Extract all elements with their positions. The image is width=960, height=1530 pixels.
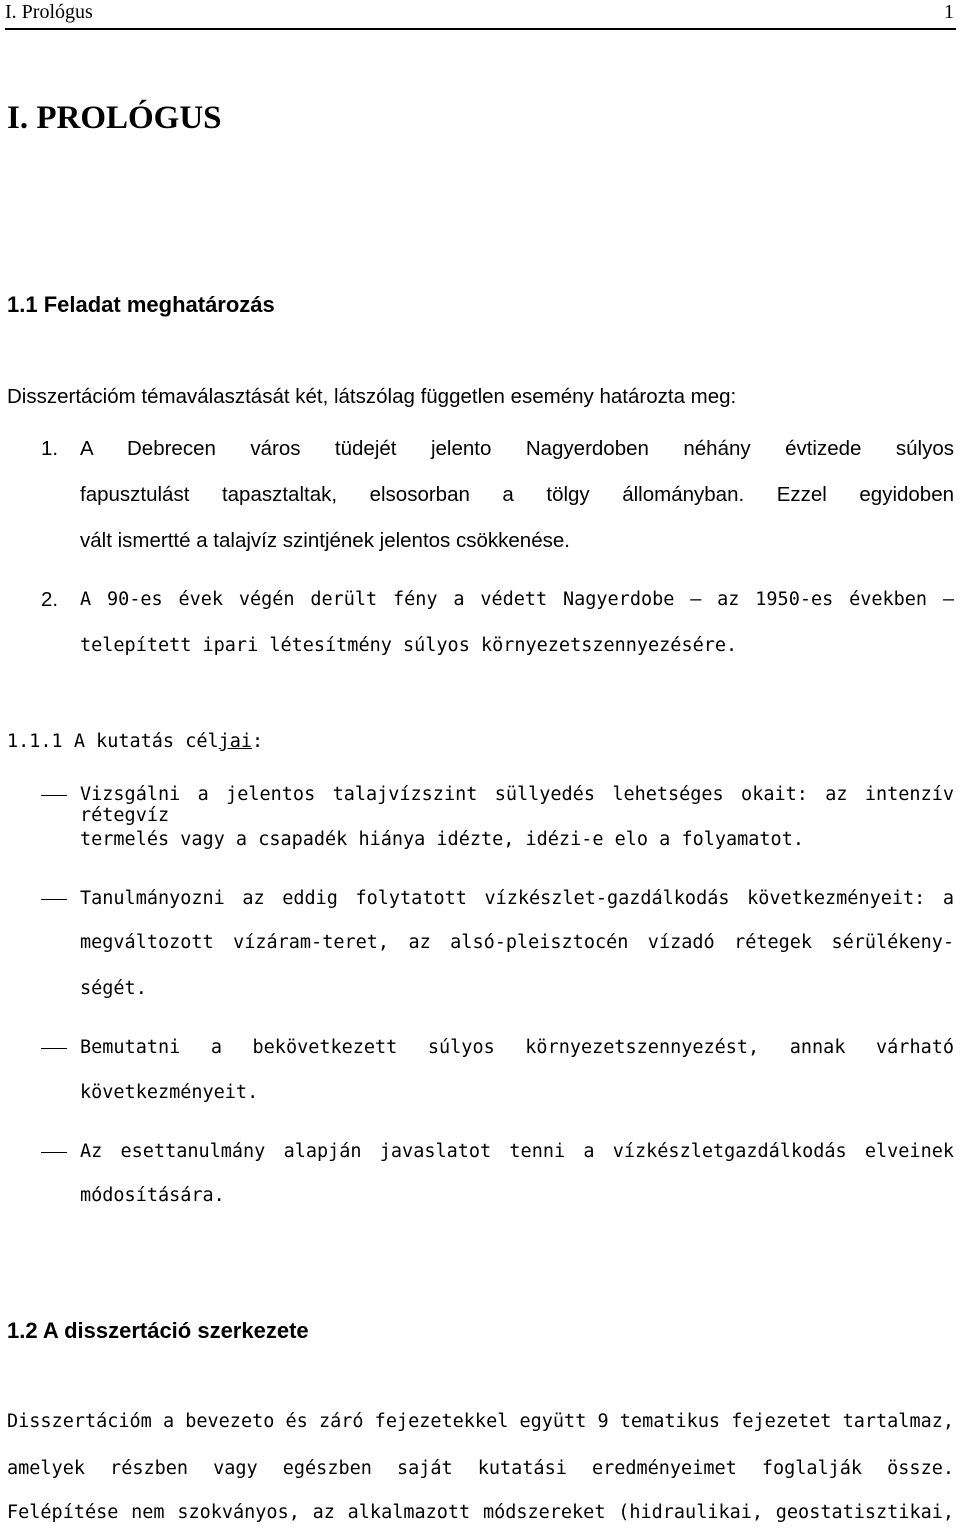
list-item-1-line-3: vált ismertté a talajvíz szintjének jelentos csökkenése. <box>80 529 570 552</box>
list-item-1-line-2: fapusztulást tapasztaltak, elsosorban a tölgy állományban. Ezzel egyidoben <box>80 483 954 506</box>
list-item-1-line-1: A Debrecen város tüdejét jelento Nagyerdoben néhány évtizede súlyos <box>80 437 954 460</box>
goal-3-line-1: Bemutatni a bekövetkezett súlyos környezetszennyezést, annak várható <box>80 1037 954 1058</box>
goal-1-line-2: termelés vagy a csapadék hiánya idézte, idézi-e elo a folyamatot. <box>80 829 804 850</box>
goal-4-line-1: Az esettanulmány alapján javaslatot tenni a vízkészletgazdálkodás elveinek <box>80 1141 954 1162</box>
structure-paragraph-line-3: Felépítése nem szokványos, az alkalmazott módszereket (hidraulikai, geostatisztikai, <box>7 1502 954 1523</box>
goal-1-line-1: Vizsgálni a jelentos talajvízszint süllyedés lehetséges okait: az intenzív rétegvíz <box>80 784 954 826</box>
section-title-1-2: 1.2 A disszertáció szerkezete <box>7 1318 309 1343</box>
list-item-2-line-1: A 90-es évek végén derült fény a védett Nagyerdobe – az 1950-es években – <box>80 589 954 610</box>
goal-2-line-2: megváltozott vízáram-teret, az alsó-pleisztocén vízadó rétegek sérülékeny- <box>80 932 954 953</box>
running-header <box>5 0 956 30</box>
goal-4-line-2: módosítására. <box>80 1185 225 1206</box>
goal-2-line-1: Tanulmányozni az eddig folytatott vízkészlet-gazdálkodás következményeit: a <box>80 888 954 909</box>
bullet-dash <box>41 795 67 796</box>
section-title-1-1: 1.1 Feladat meghatározás <box>7 292 275 317</box>
subsection-title-1-1-1: 1.1.1 A kutatás céljai: <box>7 731 264 752</box>
list-number-2: 2. <box>41 588 59 611</box>
structure-paragraph-line-2: amelyek részben vagy egészben saját kutatási eredményeimet foglalják össze. <box>7 1458 954 1479</box>
page-number: 1 <box>944 1 954 23</box>
bullet-dash <box>41 1152 67 1153</box>
goal-3-line-2: következményeit. <box>80 1082 259 1103</box>
bullet-dash <box>41 899 67 900</box>
list-item-2-line-2: telepített ipari létesítmény súlyos környezetszennyezésére. <box>80 635 738 656</box>
goal-2-line-3: ségét. <box>80 978 147 999</box>
bullet-dash <box>41 1048 67 1049</box>
list-number-1: 1. <box>41 437 59 460</box>
intro-paragraph: Disszertációm témaválasztását két, látszólag független esemény határozta meg: <box>7 385 737 408</box>
chapter-title: I. PROLÓGUS <box>7 100 222 136</box>
structure-paragraph-line-1: Disszertációm a bevezeto és záró fejezetekkel együtt 9 tematikus fejezetet tartalmaz, <box>7 1411 954 1432</box>
running-header-title: I. Prológus <box>5 1 93 23</box>
